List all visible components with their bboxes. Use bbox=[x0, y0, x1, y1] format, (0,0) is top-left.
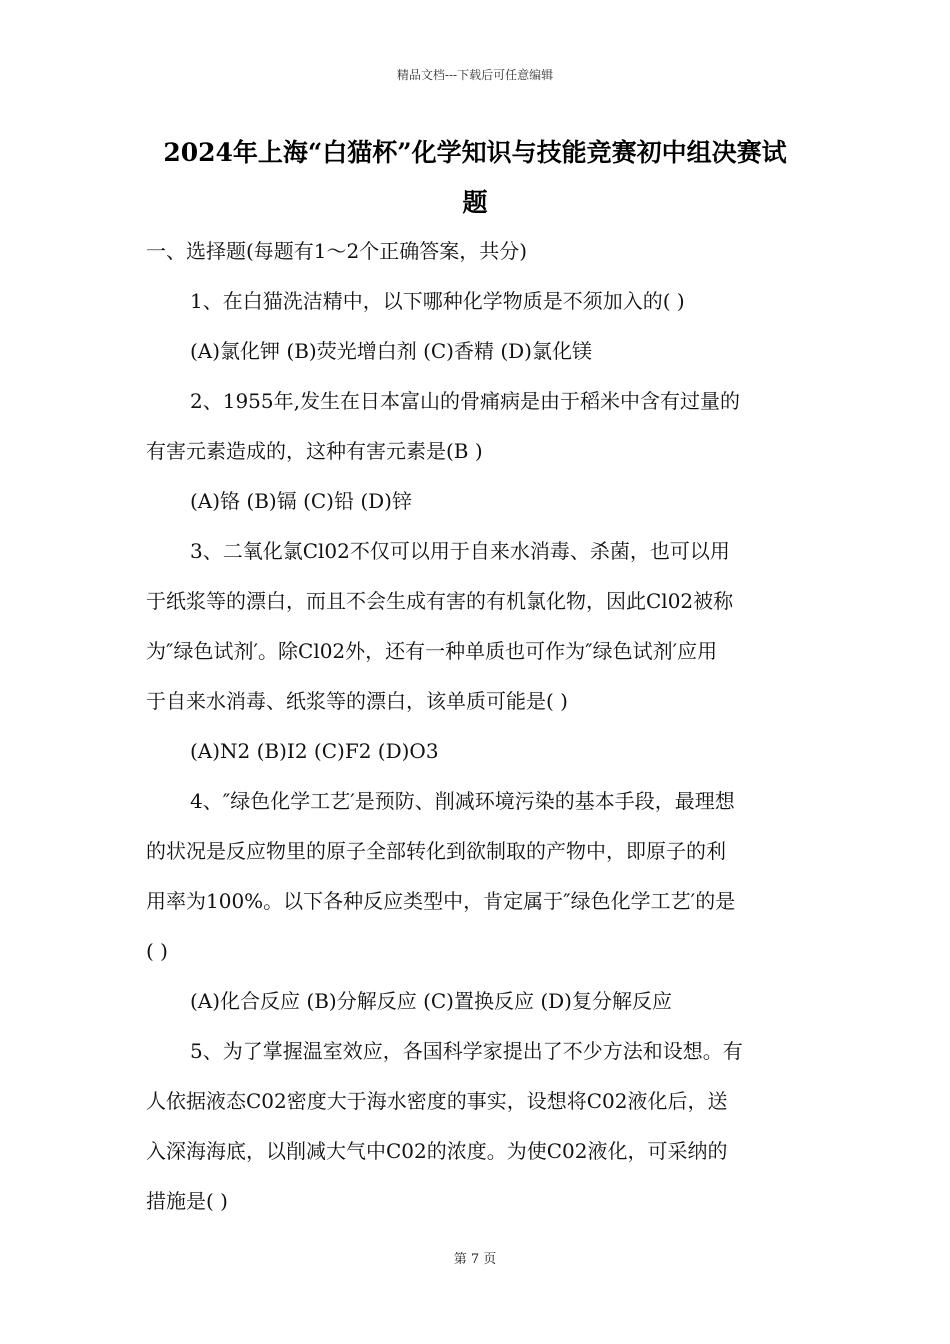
question-3-line: 为″绿色试剂′。除Cl02外，还有一种单质也可作为″绿色试剂′应用 bbox=[146, 639, 718, 663]
document-title-continued: 题 bbox=[462, 188, 488, 217]
document-title: 2024年上海“白猫杯”化学知识与技能竞赛初中组决赛试 bbox=[163, 138, 787, 167]
question-4-line: 4、″绿色化学工艺′是预防、削减环境污染的基本手段，最理想 bbox=[190, 789, 735, 813]
question-3-line: 3、二氧化氯Cl02不仅可以用于自来水消毒、杀菌，也可以用 bbox=[190, 539, 730, 563]
question-4-line: ( ) bbox=[146, 939, 168, 963]
question-1-options: (A)氯化钾 (B)荧光增白剂 (C)香精 (D)氯化镁 bbox=[190, 339, 592, 363]
question-5-line: 人依据液态C02密度大于海水密度的事实，设想将C02液化后，送 bbox=[146, 1089, 728, 1113]
page-header: 精品文档---下载后可任意编辑 bbox=[396, 68, 554, 82]
question-4-line: 的状况是反应物里的原子全部转化到欲制取的产物中，即原子的利 bbox=[146, 839, 726, 863]
question-3-options: (A)N2 (B)I2 (C)F2 (D)O3 bbox=[190, 739, 439, 763]
question-5-line: 入深海海底，以削减大气中C02的浓度。为使C02液化，可采纳的 bbox=[146, 1139, 728, 1163]
question-2-line: 2、1955年,发生在日本富山的骨痛病是由于稻米中含有过量的 bbox=[190, 389, 740, 413]
question-5-line: 5、为了掌握温室效应，各国科学家提出了不少方法和设想。有 bbox=[190, 1039, 743, 1063]
question-4-options: (A)化合反应 (B)分解反应 (C)置换反应 (D)复分解反应 bbox=[190, 989, 672, 1013]
section-heading: 一、选择题(每题有1～2个正确答案，共分) bbox=[146, 239, 528, 263]
question-2-options: (A)铬 (B)镉 (C)铅 (D)锌 bbox=[190, 489, 412, 513]
question-3-line: 于纸浆等的漂白，而且不会生成有害的有机氯化物，因此Cl02被称 bbox=[146, 589, 734, 613]
question-2-line: 有害元素造成的，这种有害元素是(B ) bbox=[146, 439, 483, 463]
question-3-line: 于自来水消毒、纸浆等的漂白，该单质可能是( ) bbox=[146, 689, 568, 713]
question-1-line: 1、在白猫洗洁精中，以下哪种化学物质是不须加入的( ) bbox=[190, 289, 685, 313]
question-5-line: 措施是( ) bbox=[146, 1189, 228, 1213]
page-number: 第 7 页 bbox=[453, 1252, 497, 1267]
question-4-line: 用率为100%。以下各种反应类型中，肯定属于″绿色化学工艺′的是 bbox=[146, 889, 736, 913]
